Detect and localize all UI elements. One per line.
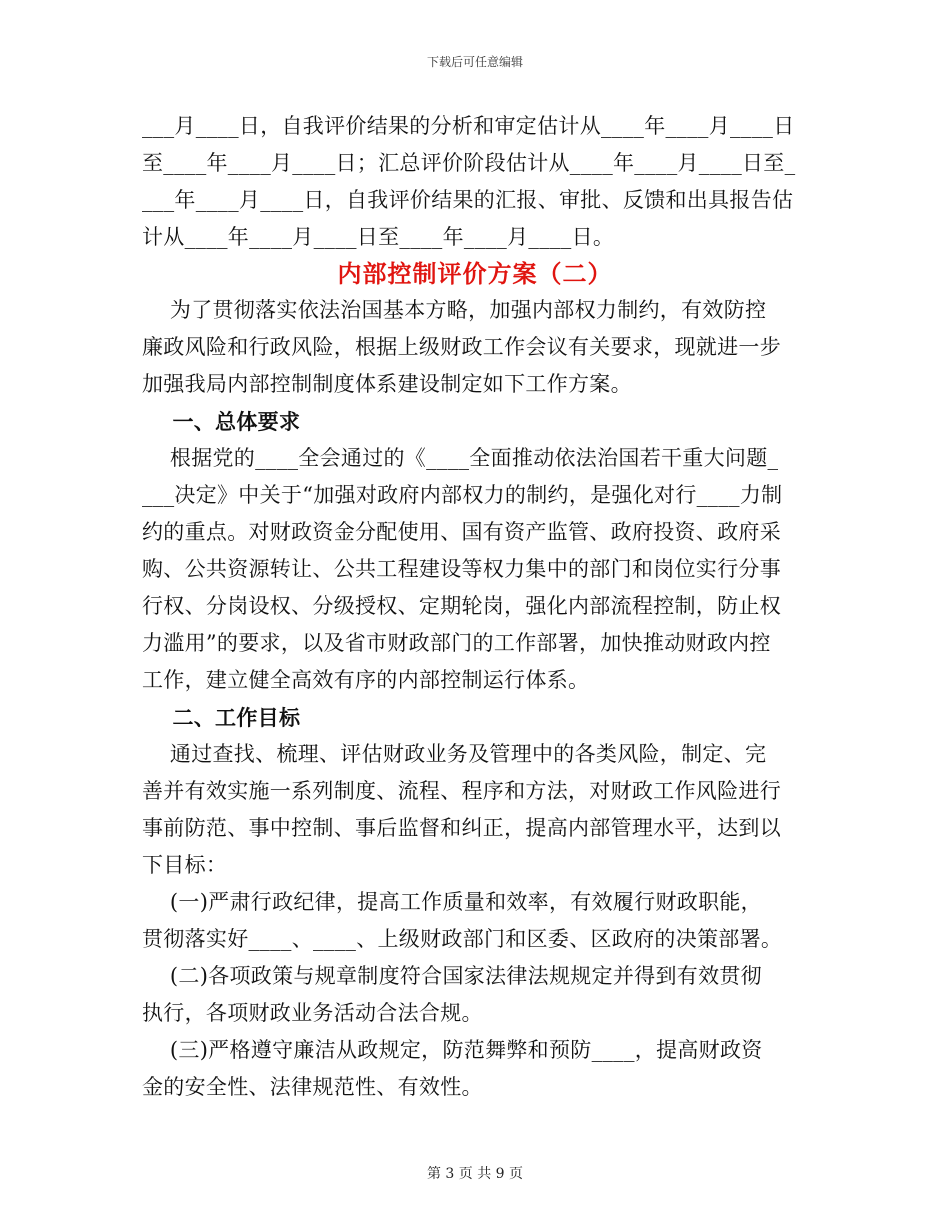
body-line: 贯彻落实好____、____、上级财政部门和区委、区政府的决策部署。 [142,927,783,951]
body-line: 执行，各项财政业务活动合法合规。 [142,1001,483,1025]
body-line: 下目标： [142,853,228,877]
body-line: 计从____年____月____日至____年____月____日。 [142,225,615,249]
body-line: 金的安全性、法律规范性、有效性。 [142,1075,483,1099]
body-line: 根据党的____全会通过的《____全面推动依法治国若干重大问题_ [142,446,779,470]
body-line: 工作，建立健全高效有序的内部控制运行体系。 [142,668,590,692]
section-heading: 一、总体要求 [142,409,301,434]
body-line: (二)各项政策与规章制度符合国家法律法规规定并得到有效贯彻 [142,964,762,988]
body-line: (三)严格遵守廉洁从政规定，防范舞弊和预防____，提高财政资 [142,1038,763,1062]
body-line: (一)严肃行政纪律，提高工作质量和效率，有效履行财政职能， [142,890,762,914]
body-line: 加强我局内部控制制度体系建设制定如下工作方案。 [142,372,632,396]
body-line: 行权、分岗设权、分级授权、定期轮岗，强化内部流程控制，防止权 [142,594,781,618]
section-title: 内部控制评价方案（二） [337,259,613,288]
body-line: ___月____日，自我评价结果的分析和审定估计从____年____月____日 [142,114,795,138]
document-body [142,108,808,1106]
body-line: 力滥用”的要求，以及省市财政部门的工作部署，加快推动财政内控 [142,631,771,655]
body-line: 约的重点。对财政资金分配使用、国有资产监管、政府投资、政府采 [142,520,781,544]
body-line: ___决定》中关于“加强对政府内部权力的制约，是强化对行____力制 [142,483,783,507]
body-line: 善并有效实施一系列制度、流程、程序和方法，对财政工作风险进行 [142,779,781,803]
body-line: ___年____月____日，自我评价结果的汇报、审批、反馈和出具报告估 [142,188,794,212]
body-line: 廉政风险和行政风险，根据上级财政工作会议有关要求，现就进一步 [142,335,781,359]
body-line: 通过查找、梳理、评估财政业务及管理中的各类风险，制定、完 [142,742,767,766]
page-header: 下载后可任意编辑 [426,55,523,69]
body-line: 事前防范、事中控制、事后监督和纠正，提高内部管理水平，达到以 [142,816,781,840]
section-heading: 二、工作目标 [142,705,301,730]
page-footer: 第 3 页 共 9 页 [426,1166,524,1182]
body-line: 购、公共资源转让、公共工程建设等权力集中的部门和岗位实行分事 [142,557,781,581]
body-line: 至____年____月____日；汇总评价阶段估计从____年____月____日至_ [142,151,796,175]
body-line: 为了贯彻落实依法治国基本方略，加强内部权力制约，有效防控 [142,298,767,322]
